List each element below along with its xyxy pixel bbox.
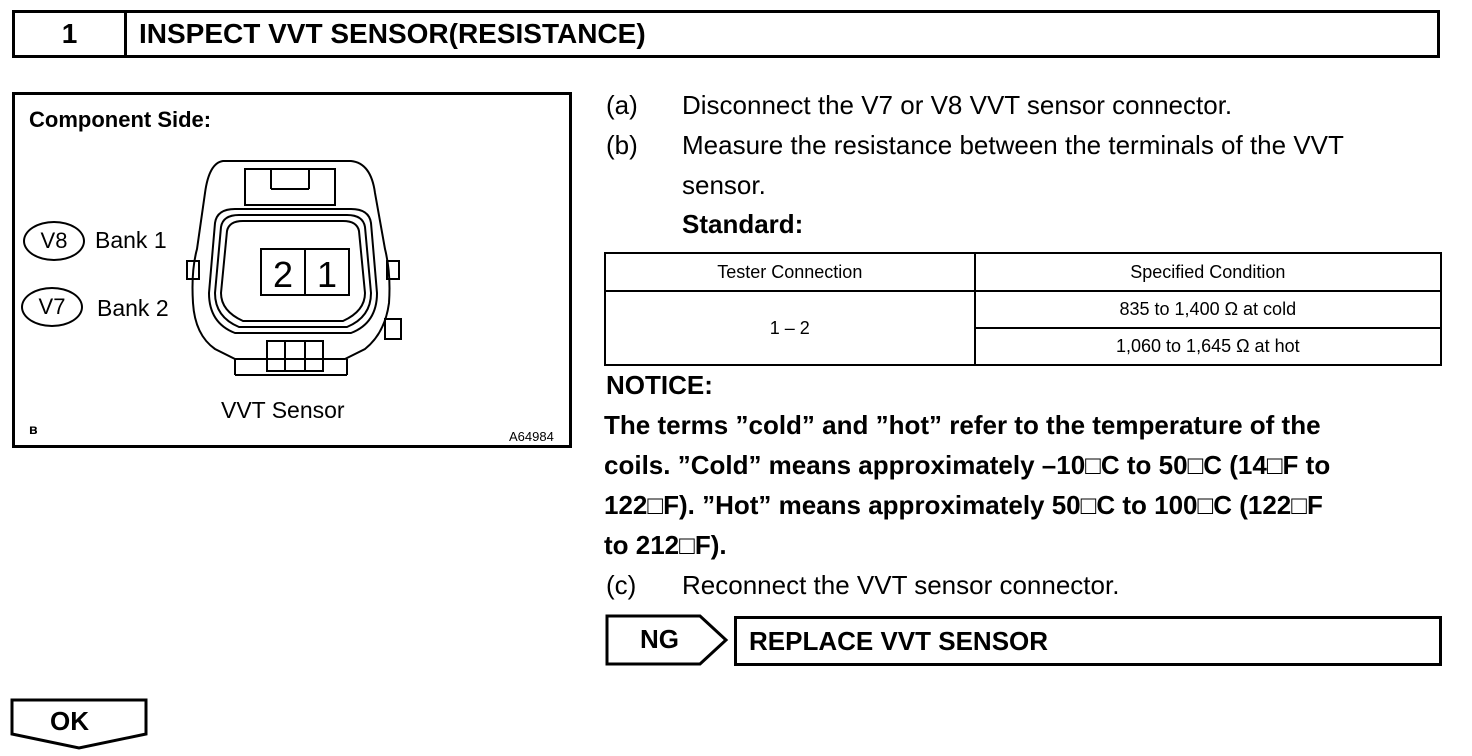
v8-pin-circle: V8 bbox=[23, 221, 85, 261]
figure-title: Component Side: bbox=[29, 107, 212, 132]
step-b-text-line1: Measure the resistance between the terminals of the VVT bbox=[682, 130, 1344, 160]
step-c-text: Reconnect the VVT sensor connector. bbox=[682, 570, 1120, 600]
step-b-letter: (b) bbox=[606, 130, 638, 160]
ng-action-box bbox=[734, 616, 1442, 666]
cell-connection: 1 – 2 bbox=[605, 291, 975, 365]
notice-line: to 212□F). bbox=[604, 530, 727, 560]
standard-label: Standard: bbox=[682, 209, 804, 239]
header-specified-condition: Specified Condition bbox=[975, 253, 1441, 291]
step-b-text-line2: sensor. bbox=[682, 170, 766, 200]
table-header-row bbox=[605, 253, 1441, 291]
ok-label: OK bbox=[50, 706, 89, 736]
figure-mark-icon: ʙ bbox=[29, 421, 38, 437]
terminal-1-label: 1 bbox=[316, 254, 338, 295]
ng-label: NG bbox=[640, 624, 679, 654]
step-c-letter: (c) bbox=[606, 570, 637, 600]
table-row bbox=[605, 291, 1441, 328]
cell-condition-hot: 1,060 to 1,645 Ω at hot bbox=[975, 328, 1441, 365]
bank2-label: Bank 2 bbox=[97, 295, 169, 321]
cell-condition-cold: 835 to 1,400 Ω at cold bbox=[975, 291, 1441, 328]
step-a-text: Disconnect the V7 or V8 VVT sensor connector. bbox=[682, 90, 1233, 120]
step-a-letter: (a) bbox=[606, 90, 638, 120]
sensor-caption: VVT Sensor bbox=[221, 397, 345, 423]
terminal-2-label: 2 bbox=[272, 254, 294, 295]
step-header bbox=[12, 10, 1440, 58]
bank1-label: Bank 1 bbox=[95, 227, 167, 253]
notice-line: coils. ”Cold” means approximately –10□C to 50□C (14□F to bbox=[604, 450, 1331, 480]
step-number: 1 bbox=[15, 13, 127, 55]
ng-action-text: REPLACE VVT SENSOR bbox=[749, 626, 1049, 656]
figure-code: A64984 bbox=[509, 429, 554, 444]
notice-line: 122□F). ”Hot” means approximately 50□C to 100□C (122□F bbox=[604, 490, 1323, 520]
connector-bottom-lock bbox=[267, 341, 323, 371]
component-figure bbox=[12, 92, 572, 448]
connector-latch bbox=[245, 169, 335, 205]
step-title: INSPECT VVT SENSOR(RESISTANCE) bbox=[139, 18, 646, 49]
notice-line: The terms ”cold” and ”hot” refer to the temperature of the bbox=[604, 410, 1321, 440]
spec-table bbox=[604, 252, 1442, 366]
v7-pin-circle: V7 bbox=[21, 287, 83, 327]
connector-drawing bbox=[175, 153, 425, 393]
notice-label: NOTICE: bbox=[606, 370, 713, 400]
header-tester-connection: Tester Connection bbox=[605, 253, 975, 291]
